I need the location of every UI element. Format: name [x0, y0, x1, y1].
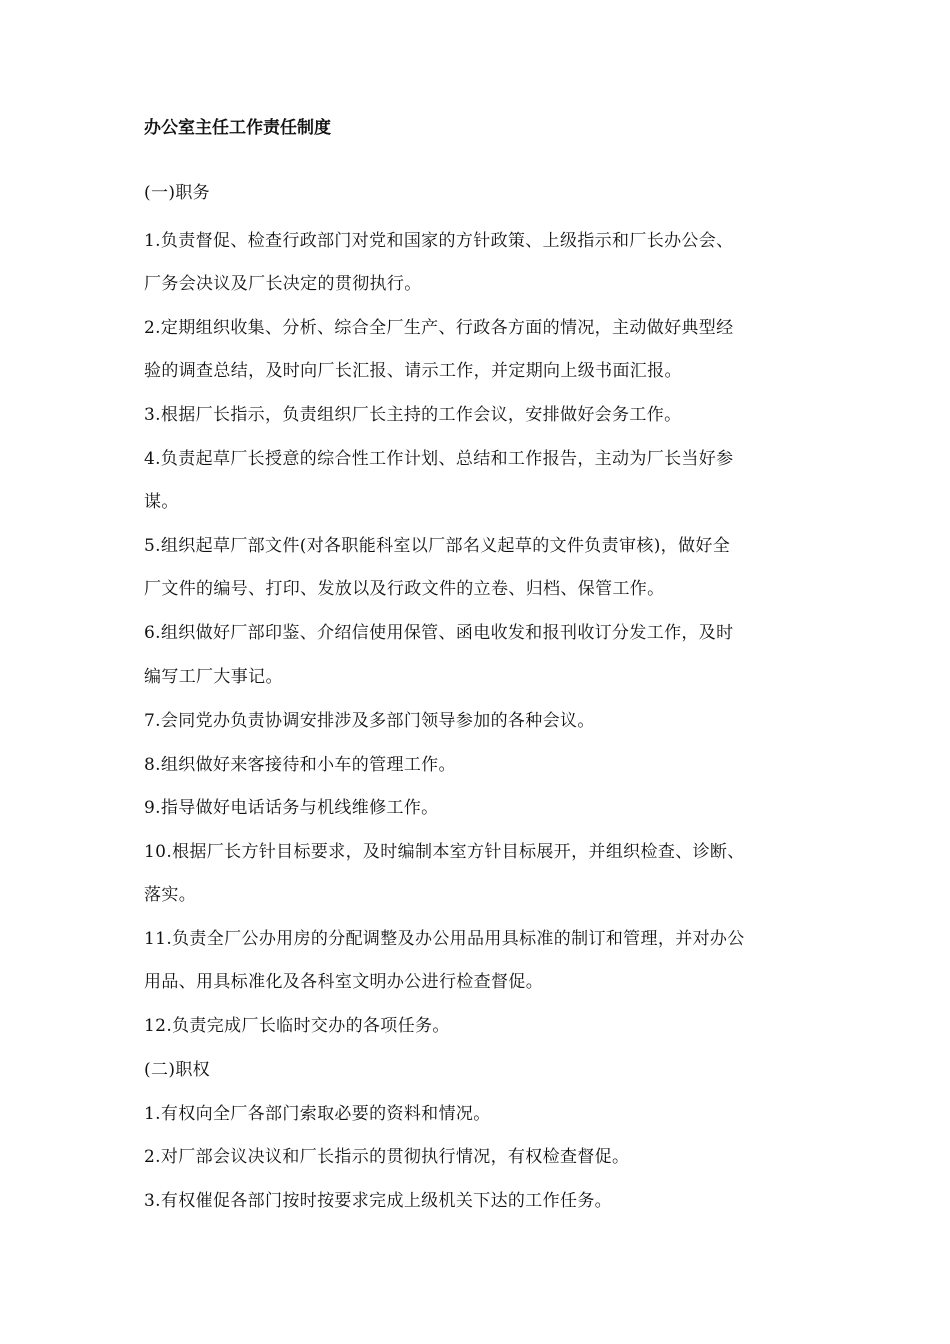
power-item-1-line-1: 1.有权向全厂各部门索取必要的资料和情况。 — [144, 1104, 491, 1124]
duty-item-10-line-2: 落实。 — [144, 885, 197, 905]
duty-item-7-line-1: 7.会同党办负责协调安排涉及多部门领导参加的各种会议。 — [144, 711, 595, 731]
power-item-3-line-1: 3.有权催促各部门按时按要求完成上级机关下达的工作任务。 — [144, 1191, 613, 1211]
duty-item-3-line-1: 3.根据厂长指示，负责组织厂长主持的工作会议，安排做好会务工作。 — [144, 405, 682, 425]
duty-item-12-line-1: 12.负责完成厂长临时交办的各项任务。 — [144, 1016, 450, 1036]
duty-item-4-line-1: 4.负责起草厂长授意的综合性工作计划、总结和工作报告，主动为厂长当好参 — [144, 449, 734, 469]
duty-item-11-line-1: 11.负责全厂公办用房的分配调整及办公用品用具标准的制订和管理，并对办公 — [144, 929, 745, 949]
duty-item-10-line-1: 10.根据厂长方针目标要求，及时编制本室方针目标展开，并组织检查、诊断、 — [144, 842, 745, 862]
section-heading-powers: (二)职权 — [144, 1060, 211, 1080]
duty-item-8-line-1: 8.组织做好来客接待和小车的管理工作。 — [144, 755, 456, 775]
duty-item-1-line-1: 1.负责督促、检查行政部门对党和国家的方针政策、上级指示和厂长办公会、 — [144, 231, 734, 251]
duty-item-5-line-1: 5.组织起草厂部文件(对各职能科室以厂部名义起草的文件负责审核)，做好全 — [144, 536, 731, 556]
power-item-2-line-1: 2.对厂部会议决议和厂长指示的贯彻执行情况，有权检查督促。 — [144, 1147, 630, 1167]
document-title: 办公室主任工作责任制度 — [144, 118, 331, 138]
duty-item-2-line-2: 验的调查总结，及时向厂长汇报、请示工作，并定期向上级书面汇报。 — [144, 361, 682, 381]
duty-item-2-line-1: 2.定期组织收集、分析、综合全厂生产、行政各方面的情况，主动做好典型经 — [144, 318, 734, 338]
duty-item-5-line-2: 厂文件的编号、打印、发放以及行政文件的立卷、归档、保管工作。 — [144, 579, 665, 599]
section-heading-duties: (一)职务 — [144, 183, 211, 203]
duty-item-9-line-1: 9.指导做好电话话务与机线维修工作。 — [144, 798, 439, 818]
duty-item-6-line-2: 编写工厂大事记。 — [144, 667, 283, 687]
duty-item-1-line-2: 厂务会决议及厂长决定的贯彻执行。 — [144, 274, 422, 294]
duty-item-4-line-2: 谋。 — [144, 492, 179, 512]
duty-item-11-line-2: 用品、用具标准化及各科室文明办公进行检查督促。 — [144, 972, 544, 992]
duty-item-6-line-1: 6.组织做好厂部印鉴、介绍信使用保管、函电收发和报刊收订分发工作，及时 — [144, 623, 734, 643]
